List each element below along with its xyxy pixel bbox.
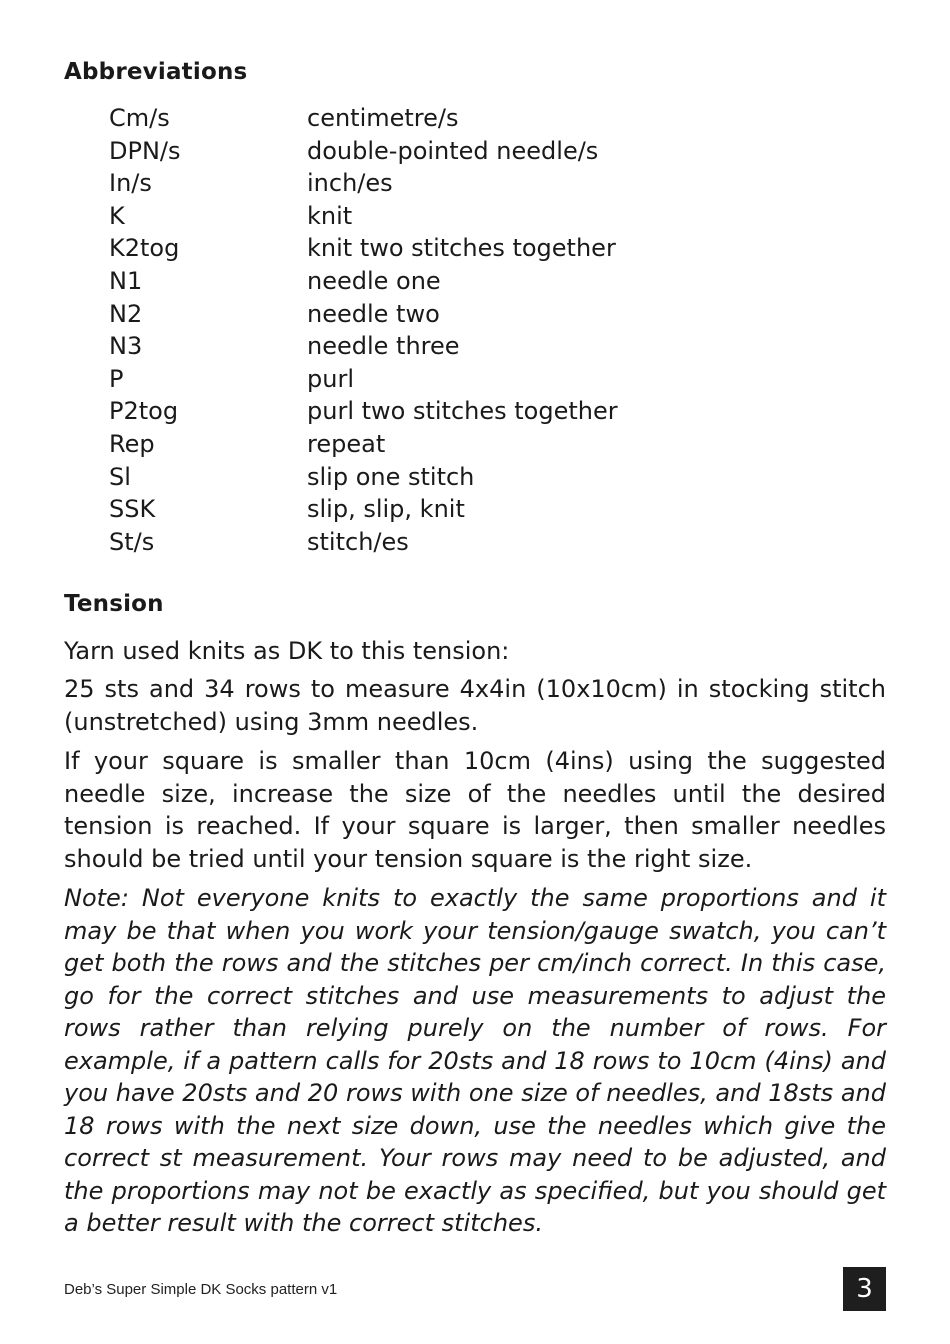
abbreviation-row	[109, 167, 809, 200]
abbreviation-row	[109, 493, 809, 526]
abbreviation-row	[109, 395, 809, 428]
abbreviation-meaning: stitch/es	[307, 527, 409, 556]
tension-note-paragraph: Note: Not everyone knits to exactly the same proportions and it may be that when you work your tension/gauge swatch, you can’t get both the rows and the stitches per cm/inch correct. In this case, go for the correct stitches and use measurements to adjust the rows rather than relying purely on the number of rows. For example, if a pattern calls for 20sts and 18 rows to 10cm (4ins) and you have 20sts and 20 rows with one size of needles, and 18sts and 18 rows with the next size down, use the needles which give the correct st measurement. Your rows may need to be adjusted, and the proportions may not be exactly as specified, but you should get a better result with the correct stitches.	[64, 884, 886, 1237]
abbreviation-code: DPN/s	[109, 136, 181, 165]
abbreviation-code: N1	[109, 266, 143, 295]
abbreviation-code: Rep	[109, 429, 155, 458]
abbreviation-meaning: repeat	[307, 429, 386, 458]
abbreviations-list	[109, 102, 809, 558]
abbreviation-meaning: needle three	[307, 332, 460, 361]
abbreviation-row	[109, 428, 809, 461]
tension-intro-paragraph: Yarn used knits as DK to this tension:	[64, 637, 510, 665]
abbreviation-meaning: purl two stitches together	[307, 397, 618, 426]
tension-adjust-paragraph: If your square is smaller than 10cm (4ins) using the suggested needle size, increase the size of the needles until the desired tension is reached. If your square is larger, then smaller needles should be tried until your tension square is the right size.	[64, 747, 886, 873]
abbreviation-row	[109, 461, 809, 494]
abbreviation-code: P2tog	[109, 397, 179, 426]
abbreviation-meaning: inch/es	[307, 169, 393, 198]
abbreviation-meaning: knit	[307, 201, 353, 230]
abbreviation-row	[109, 330, 809, 363]
abbreviation-meaning: purl	[307, 364, 354, 393]
abbreviation-row	[109, 232, 809, 265]
footer-title: Deb’s Super Simple DK Socks pattern v1	[64, 1281, 338, 1298]
tension-heading: Tension	[64, 591, 164, 617]
abbreviation-code: SSK	[109, 495, 156, 524]
abbreviations-heading: Abbreviations	[64, 59, 248, 85]
abbreviation-code: Cm/s	[109, 104, 170, 132]
abbreviation-meaning: needle one	[307, 266, 441, 295]
abbreviation-row	[109, 200, 809, 233]
abbreviation-meaning: slip, slip, knit	[307, 495, 465, 524]
tension-measure-paragraph: 25 sts and 34 rows to measure 4x4in (10x10cm) in stocking stitch (unstretched) using 3mm needles.	[64, 675, 886, 736]
abbreviation-meaning: knit two stitches together	[307, 234, 616, 263]
abbreviation-code: P	[109, 364, 124, 393]
abbreviation-code: In/s	[109, 169, 152, 198]
abbreviation-code: K2tog	[109, 234, 180, 263]
abbreviation-code: Sl	[109, 462, 131, 491]
abbreviation-row	[109, 298, 809, 331]
page-number: 3	[843, 1267, 886, 1311]
abbreviation-row	[109, 526, 809, 559]
abbreviation-meaning: needle two	[307, 299, 440, 328]
abbreviation-row	[109, 363, 809, 396]
abbreviation-row	[109, 135, 809, 168]
abbreviation-code: N3	[109, 332, 143, 361]
abbreviation-meaning: centimetre/s	[307, 104, 459, 132]
abbreviation-meaning: double-pointed needle/s	[307, 136, 599, 165]
abbreviation-code: K	[109, 201, 125, 230]
abbreviation-row	[109, 102, 809, 135]
abbreviation-row	[109, 265, 809, 298]
abbreviation-meaning: slip one stitch	[307, 462, 475, 491]
abbreviation-code: St/s	[109, 527, 155, 556]
abbreviation-code: N2	[109, 299, 143, 328]
